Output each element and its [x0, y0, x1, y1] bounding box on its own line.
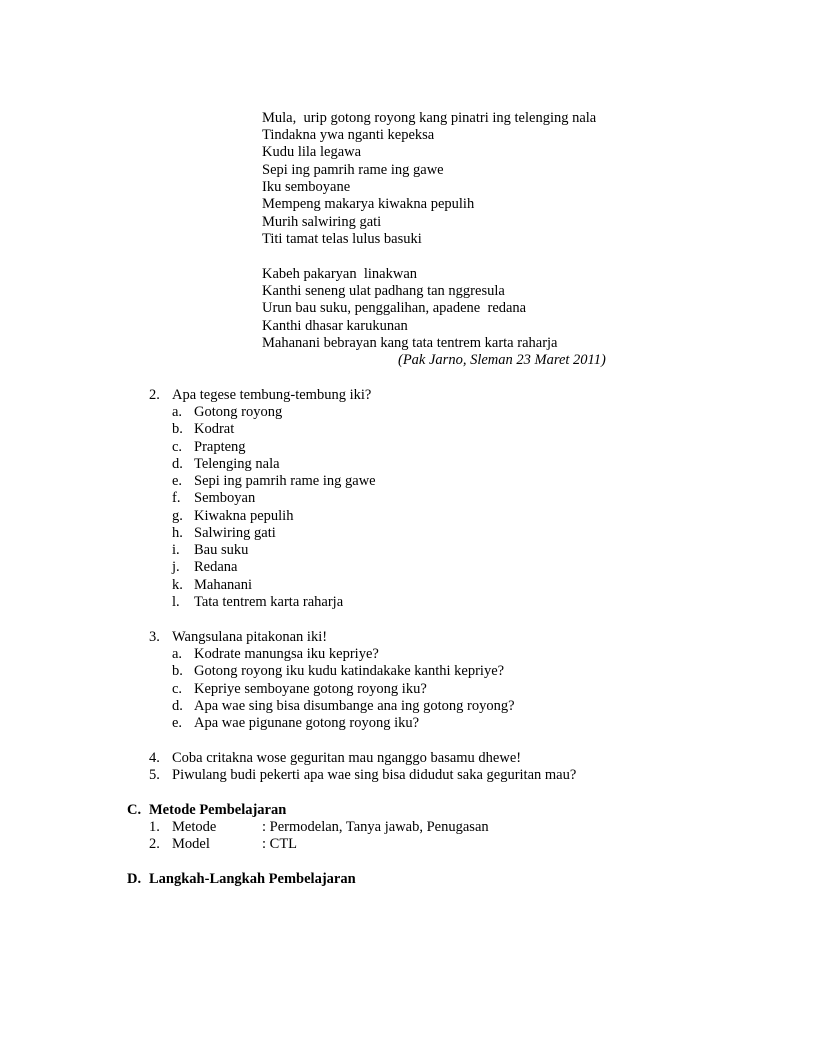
list-letter: j.	[172, 559, 180, 575]
poem-line: Kanthi dhasar karukunan	[262, 318, 408, 334]
poem-line: Murih salwiring gati	[262, 214, 382, 230]
field-label: Model	[172, 836, 210, 852]
poem-line: Iku semboyane	[262, 179, 351, 195]
question-number: 4.	[149, 750, 160, 766]
poem-line: Mempeng makarya kiwakna pepulih	[262, 196, 475, 212]
list-letter: e.	[172, 715, 183, 731]
poem-line: Tindakna ywa nganti kepeksa	[262, 127, 435, 143]
list-letter: d.	[172, 698, 183, 714]
list-letter: l.	[172, 594, 180, 610]
list-letter: k.	[172, 577, 183, 593]
list-letter: b.	[172, 421, 183, 437]
section-letter: D.	[127, 871, 142, 887]
list-item: Kodrat	[194, 421, 235, 437]
poem-credit: (Pak Jarno, Sleman 23 Maret 2011)	[398, 352, 606, 368]
list-letter: g.	[172, 508, 183, 524]
list-item: Kiwakna pepulih	[194, 508, 294, 524]
list-letter: b.	[172, 663, 183, 679]
poem-line: Urun bau suku, penggalihan, apadene redana	[262, 300, 527, 316]
list-item: Mahanani	[194, 577, 252, 593]
poem-line: Kudu lila legawa	[262, 144, 362, 160]
list-item: Tata tentrem karta raharja	[194, 594, 344, 610]
list-letter: h.	[172, 525, 183, 541]
poem-line: Kabeh pakaryan linakwan	[262, 266, 418, 282]
list-item: Apa wae sing bisa disumbange ana ing gotong royong?	[194, 698, 515, 714]
list-letter: i.	[172, 542, 180, 558]
list-item: Apa wae pigunane gotong royong iku?	[194, 715, 420, 731]
list-item: Telenging nala	[194, 456, 280, 472]
list-item: Kepriye semboyane gotong royong iku?	[194, 681, 427, 697]
poem-line: Mula, urip gotong royong kang pinatri ing telenging nala	[262, 110, 597, 126]
poem-line: Kanthi seneng ulat padhang tan nggresula	[262, 283, 505, 299]
list-item: Bau suku	[194, 542, 249, 558]
list-letter: a.	[172, 404, 183, 420]
list-item: Gotong royong	[194, 404, 283, 420]
list-item: Gotong royong iku kudu katindakake kanthi kepriye?	[194, 663, 505, 679]
list-item: Redana	[194, 559, 238, 575]
question-number: 5.	[149, 767, 160, 783]
list-number: 2.	[149, 836, 160, 852]
section-title: Langkah-Langkah Pembelajaran	[149, 871, 356, 887]
poem-line: Sepi ing pamrih rame ing gawe	[262, 162, 444, 178]
list-item: Prapteng	[194, 439, 246, 455]
list-letter: e.	[172, 473, 183, 489]
list-letter: c.	[172, 681, 183, 697]
section-letter: C.	[127, 802, 142, 818]
list-item: Semboyan	[194, 490, 256, 506]
field-value: : Permodelan, Tanya jawab, Penugasan	[262, 819, 489, 835]
list-item: Sepi ing pamrih rame ing gawe	[194, 473, 376, 489]
field-label: Metode	[172, 819, 217, 835]
question-text: Apa tegese tembung-tembung iki?	[172, 387, 372, 403]
list-letter: c.	[172, 439, 183, 455]
list-item: Kodrate manungsa iku kepriye?	[194, 646, 379, 662]
question-number: 2.	[149, 387, 160, 403]
list-letter: d.	[172, 456, 183, 472]
list-item: Salwiring gati	[194, 525, 276, 541]
question-text: Wangsulana pitakonan iki!	[172, 629, 328, 645]
list-number: 1.	[149, 819, 160, 835]
list-letter: a.	[172, 646, 183, 662]
question-text: Piwulang budi pekerti apa wae sing bisa didudut saka geguritan mau?	[172, 767, 577, 783]
question-text: Coba critakna wose geguritan mau nganggo basamu dhewe!	[172, 750, 522, 766]
poem-line: Titi tamat telas lulus basuki	[262, 231, 422, 247]
poem-line: Mahanani bebrayan kang tata tentrem karta raharja	[262, 335, 558, 351]
field-value: : CTL	[262, 836, 298, 852]
section-title: Metode Pembelajaran	[149, 802, 287, 818]
question-number: 3.	[149, 629, 160, 645]
list-letter: f.	[172, 490, 181, 506]
